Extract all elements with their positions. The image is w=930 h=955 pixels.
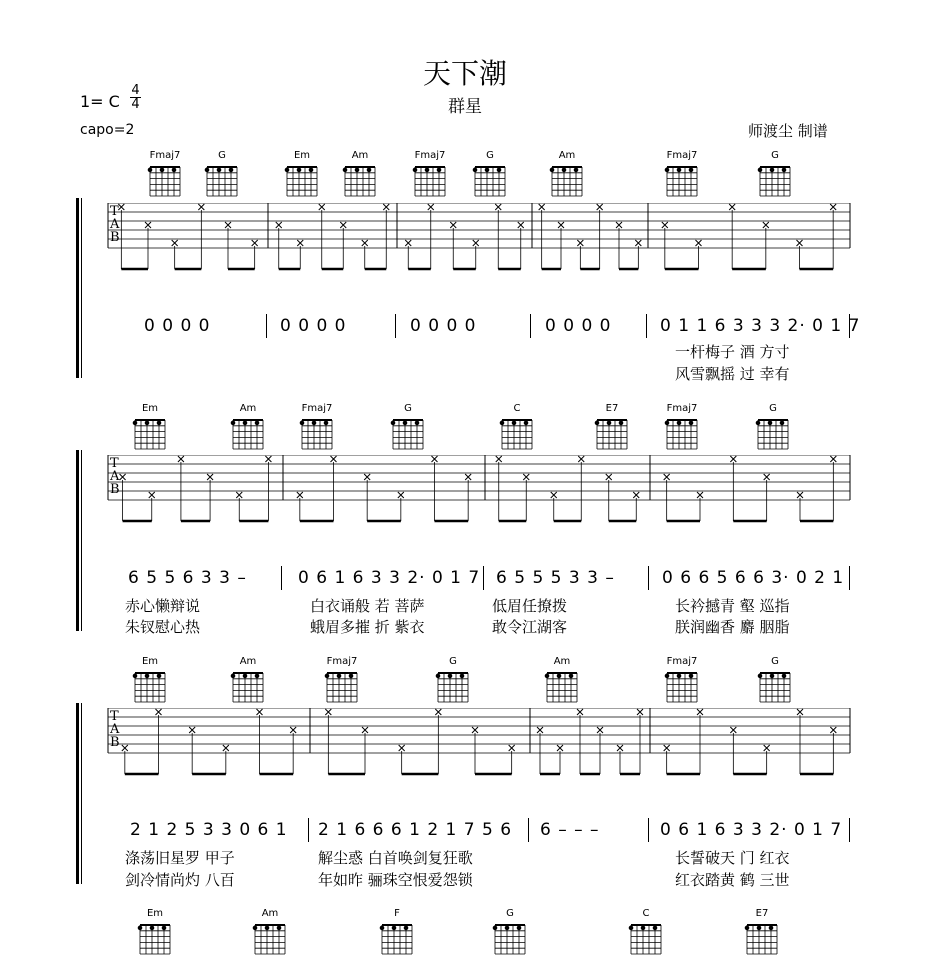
- jianpu-barline: [308, 818, 309, 842]
- system-bracket-line: [81, 450, 82, 631]
- chord-grid-icon: [324, 669, 360, 703]
- chord-diagram-2-1: [130, 403, 170, 450]
- chord-name: Em: [293, 150, 311, 161]
- jianpu-measure: 6 – – –: [540, 820, 600, 840]
- chord-diagram-3-4: [433, 656, 473, 703]
- chord-grid-icon: [435, 669, 471, 703]
- chord-grid-icon: [137, 921, 173, 955]
- jianpu-barline: [483, 566, 484, 590]
- chord-name: G: [404, 403, 412, 414]
- chord-diagram-3-2: [228, 656, 268, 703]
- chord-diagram-4-4: [490, 908, 530, 955]
- chord-grid-icon: [472, 163, 508, 197]
- chord-diagram-3-1: [130, 656, 170, 703]
- chord-name: Fmaj7: [666, 656, 698, 667]
- jianpu-barline: [530, 314, 531, 338]
- chord-grid-icon: [379, 921, 415, 955]
- chord-diagram-1-6: [470, 150, 510, 197]
- jianpu-measure: 6 5 5 5 3 3 –: [496, 568, 615, 588]
- chord-name: G: [771, 150, 779, 161]
- chord-name: Am: [558, 150, 576, 161]
- jianpu-barline: [395, 314, 396, 338]
- chord-grid-icon: [252, 921, 288, 955]
- chord-name: Fmaj7: [326, 656, 358, 667]
- system-bracket: [76, 198, 79, 378]
- chord-name: Am: [261, 908, 279, 919]
- jianpu-barline: [648, 566, 649, 590]
- chord-grid-icon: [412, 163, 448, 197]
- chord-grid-icon: [549, 163, 585, 197]
- chord-name: Fmaj7: [414, 150, 446, 161]
- chord-name: Am: [351, 150, 369, 161]
- tab-clef-b: B: [110, 735, 120, 750]
- jianpu-barline: [849, 818, 850, 842]
- chord-grid-icon: [594, 416, 630, 450]
- tab-staff-2: [0, 455, 930, 535]
- chord-name: Am: [239, 656, 257, 667]
- system-bracket-line: [81, 198, 82, 378]
- time-sig-top: 4: [131, 83, 140, 98]
- chord-diagram-2-6: [592, 403, 632, 450]
- lyric-line-1: 长誓破天 门 红衣: [675, 849, 790, 867]
- lyric-line-2: 红衣踏黄 鹤 三世: [675, 871, 790, 889]
- chord-grid-icon: [664, 669, 700, 703]
- chord-grid-icon: [147, 163, 183, 197]
- chord-diagram-4-6: [742, 908, 782, 955]
- chord-diagram-2-5: [497, 403, 537, 450]
- chord-name: Fmaj7: [666, 403, 698, 414]
- system-bracket-line: [81, 703, 82, 884]
- chord-grid-icon: [757, 163, 793, 197]
- tab-clef-t: T: [110, 709, 119, 724]
- tab-staff-3: [0, 708, 930, 788]
- jianpu-barline: [648, 818, 649, 842]
- chord-grid-icon: [664, 163, 700, 197]
- tab-clef-a: A: [110, 217, 120, 232]
- chord-grid-icon: [664, 416, 700, 450]
- jianpu-barline: [528, 818, 529, 842]
- lyric-line-2: 风雪飘摇 过 幸有: [675, 365, 790, 383]
- chord-name: Em: [141, 656, 159, 667]
- lyric-line-2: 蛾眉多摧 折 紫衣: [310, 618, 425, 636]
- tab-staff-1: [0, 203, 930, 283]
- chord-grid-icon: [390, 416, 426, 450]
- lyric-line-2: 敢令江湖客: [492, 618, 568, 636]
- chord-name: Am: [553, 656, 571, 667]
- chord-grid-icon: [544, 669, 580, 703]
- chord-diagram-1-5: [410, 150, 450, 197]
- chord-name: G: [506, 908, 514, 919]
- chord-name: C: [513, 403, 521, 414]
- chord-name: Fmaj7: [666, 150, 698, 161]
- time-sig-bottom: 4: [131, 97, 140, 112]
- chord-diagram-4-3: [377, 908, 417, 955]
- lyric-line-1: 涤荡旧星罗 甲子: [125, 849, 235, 867]
- chord-diagram-2-3: [297, 403, 337, 450]
- chord-grid-icon: [499, 416, 535, 450]
- chord-name: Fmaj7: [301, 403, 333, 414]
- chord-diagram-3-6: [662, 656, 702, 703]
- chord-grid-icon: [744, 921, 780, 955]
- tab-clef-t: T: [110, 456, 119, 471]
- chord-diagram-2-2: [228, 403, 268, 450]
- chord-name: G: [771, 656, 779, 667]
- chord-name: G: [449, 656, 457, 667]
- chord-name: Am: [239, 403, 257, 414]
- chord-name: C: [642, 908, 650, 919]
- chord-name: Em: [146, 908, 164, 919]
- jianpu-measure: 0 0 0 0: [144, 316, 211, 336]
- lyric-line-2: 年如昨 骊珠空恨爱怨锁: [318, 871, 473, 889]
- jianpu-measure: 0 6 1 6 3 3 2· 0 1 7: [298, 568, 481, 588]
- lyric-line-1: 赤心懒辩说: [125, 597, 201, 615]
- tab-clef-a: A: [110, 722, 120, 737]
- jianpu-barline: [266, 314, 267, 338]
- chord-diagram-1-4: [340, 150, 380, 197]
- key-signature: 1= C: [80, 92, 120, 111]
- chord-grid-icon: [628, 921, 664, 955]
- chord-grid-icon: [204, 163, 240, 197]
- chord-grid-icon: [132, 669, 168, 703]
- chord-diagram-2-4: [388, 403, 428, 450]
- jianpu-measure: 0 6 1 6 3 3 2· 0 1 7: [660, 820, 843, 840]
- chord-name: E7: [755, 908, 769, 919]
- chord-grid-icon: [230, 416, 266, 450]
- chord-name: G: [218, 150, 226, 161]
- chord-grid-icon: [342, 163, 378, 197]
- chord-grid-icon: [755, 416, 791, 450]
- chord-name: Fmaj7: [149, 150, 181, 161]
- capo-info: capo=2: [80, 122, 135, 138]
- chord-name: F: [394, 908, 400, 919]
- jianpu-barline: [849, 566, 850, 590]
- lyric-line-1: 解尘惑 白首唤剑复狂歌: [318, 849, 473, 867]
- chord-grid-icon: [284, 163, 320, 197]
- chord-grid-icon: [492, 921, 528, 955]
- song-title: 天下潮: [422, 57, 507, 90]
- chord-diagram-3-3: [322, 656, 362, 703]
- chord-diagram-4-2: [250, 908, 290, 955]
- chord-name: E7: [605, 403, 619, 414]
- system-bracket: [76, 703, 79, 884]
- jianpu-measure: 0 0 0 0: [545, 316, 612, 336]
- tab-clef-b: B: [110, 482, 120, 497]
- tab-clef-b: B: [110, 230, 120, 245]
- chord-name: G: [769, 403, 777, 414]
- tab-clef-t: T: [110, 204, 119, 219]
- chord-diagram-1-2: [202, 150, 242, 197]
- chord-diagram-2-8: [753, 403, 793, 450]
- lyric-line-2: 朱钗慰心热: [125, 618, 201, 636]
- chord-grid-icon: [132, 416, 168, 450]
- lyric-line-1: 白衣诵般 若 菩萨: [310, 597, 425, 615]
- jianpu-measure: 0 0 0 0: [410, 316, 477, 336]
- lyric-line-1: 一杆梅子 酒 方寸: [675, 343, 790, 361]
- chord-diagram-1-9: [755, 150, 795, 197]
- chord-diagram-1-1: [145, 150, 185, 197]
- jianpu-barline: [281, 566, 282, 590]
- chord-diagram-1-8: [662, 150, 702, 197]
- jianpu-measure: 0 1 1 6 3 3 3 2· 0 1 7: [660, 316, 861, 336]
- chord-diagram-3-7: [755, 656, 795, 703]
- chord-diagram-4-1: [135, 908, 175, 955]
- chord-diagram-2-7: [662, 403, 702, 450]
- jianpu-measure: 2 1 6 6 6 1 2 1 7 5 6: [318, 820, 513, 840]
- lyric-line-2: 剑冷情尚灼 八百: [125, 871, 235, 889]
- time-signature: [130, 84, 141, 111]
- chord-grid-icon: [757, 669, 793, 703]
- chord-diagram-4-5: [626, 908, 666, 955]
- chord-diagram-1-7: [547, 150, 587, 197]
- chord-name: G: [486, 150, 494, 161]
- chord-diagram-1-3: [282, 150, 322, 197]
- jianpu-measure: 6 5 5 6 3 3 –: [128, 568, 247, 588]
- transcriber: 师渡尘 制谱: [748, 122, 828, 140]
- tab-clef-a: A: [110, 469, 120, 484]
- lyric-line-1: 长衿撼青 壑 巡指: [675, 597, 790, 615]
- chord-diagram-3-5: [542, 656, 582, 703]
- jianpu-measure: 0 0 0 0: [280, 316, 347, 336]
- chord-name: Em: [141, 403, 159, 414]
- lyric-line-2: 朕润幽香 麝 胭脂: [675, 618, 790, 636]
- system-bracket: [76, 450, 79, 631]
- lyric-line-1: 低眉任撩拨: [492, 597, 568, 615]
- jianpu-measure: 2 1 2 5 3 3 0 6 1: [130, 820, 288, 840]
- song-artist: 群星: [448, 97, 482, 117]
- chord-grid-icon: [299, 416, 335, 450]
- jianpu-measure: 0 6 6 5 6 6 3· 0 2 1: [662, 568, 845, 588]
- chord-grid-icon: [230, 669, 266, 703]
- jianpu-barline: [646, 314, 647, 338]
